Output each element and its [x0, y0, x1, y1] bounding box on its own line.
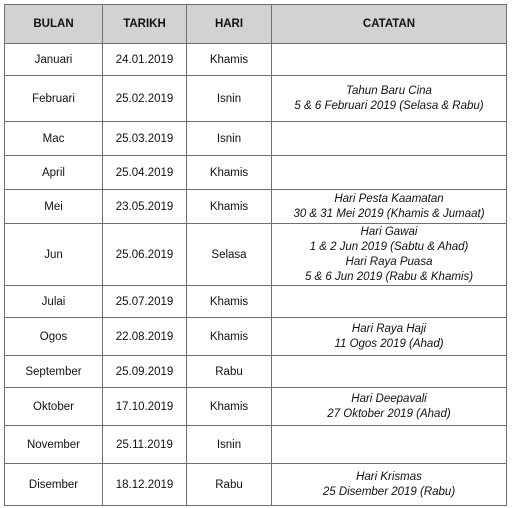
cell-hari: Isnin	[187, 76, 272, 122]
cell-tarikh: 22.08.2019	[103, 318, 187, 356]
cell-catatan	[272, 356, 507, 388]
cell-hari: Khamis	[187, 190, 272, 224]
catatan-line: 30 & 31 Mei 2019 (Khamis & Jumaat)	[293, 207, 485, 220]
cell-catatan	[272, 190, 507, 224]
catatan-line: Hari Krismas	[356, 470, 422, 483]
cell-tarikh: 25.11.2019	[103, 426, 187, 464]
cell-catatan	[272, 318, 507, 356]
cell-tarikh: 17.10.2019	[103, 388, 187, 426]
table-row	[5, 464, 507, 506]
catatan-line: Hari Deepavali	[351, 392, 427, 405]
cell-catatan	[272, 76, 507, 122]
catatan-line: 25 Disember 2019 (Rabu)	[322, 485, 456, 498]
table-row	[5, 224, 507, 286]
table-row	[5, 426, 507, 464]
table-row	[5, 190, 507, 224]
cell-bulan: Mei	[5, 190, 103, 224]
header-tarikh: TARIKH	[103, 5, 187, 44]
salary-schedule-table	[4, 4, 507, 506]
cell-tarikh: 18.12.2019	[103, 464, 187, 506]
cell-tarikh: 25.07.2019	[103, 286, 187, 318]
table-header	[5, 5, 507, 44]
cell-bulan: Disember	[5, 464, 103, 506]
table-row	[5, 318, 507, 356]
cell-catatan	[272, 224, 507, 286]
table-row	[5, 388, 507, 426]
cell-tarikh: 25.03.2019	[103, 122, 187, 156]
table-row	[5, 76, 507, 122]
header-catatan: CATATAN	[272, 5, 507, 44]
catatan-line: 5 & 6 Februari 2019 (Selasa & Rabu)	[294, 99, 484, 112]
cell-tarikh: 25.09.2019	[103, 356, 187, 388]
cell-hari: Rabu	[187, 356, 272, 388]
cell-tarikh: 25.02.2019	[103, 76, 187, 122]
cell-bulan: Oktober	[5, 388, 103, 426]
header-row	[5, 5, 507, 44]
cell-bulan: April	[5, 156, 103, 190]
table-row	[5, 356, 507, 388]
cell-bulan: Februari	[5, 76, 103, 122]
cell-tarikh: 25.04.2019	[103, 156, 187, 190]
cell-hari: Selasa	[187, 224, 272, 286]
cell-tarikh: 23.05.2019	[103, 190, 187, 224]
cell-tarikh: 24.01.2019	[103, 44, 187, 76]
table-row	[5, 122, 507, 156]
cell-catatan	[272, 464, 507, 506]
cell-catatan	[272, 426, 507, 464]
table-row	[5, 156, 507, 190]
catatan-line: Hari Raya Puasa	[345, 255, 433, 268]
cell-hari: Khamis	[187, 388, 272, 426]
header-hari: HARI	[187, 5, 272, 44]
cell-bulan: November	[5, 426, 103, 464]
catatan-line: Hari Raya Haji	[351, 322, 427, 335]
catatan-line: 11 Ogos 2019 (Ahad)	[334, 337, 444, 350]
table-body	[5, 44, 507, 506]
catatan-line: 1 & 2 Jun 2019 (Sabtu & Ahad)	[309, 240, 469, 253]
catatan-line: Hari Gawai	[360, 225, 418, 238]
table-row	[5, 286, 507, 318]
cell-tarikh: 25.06.2019	[103, 224, 187, 286]
catatan-line: Hari Pesta Kaamatan	[334, 192, 444, 205]
cell-hari: Rabu	[187, 464, 272, 506]
cell-catatan	[272, 388, 507, 426]
header-bulan: BULAN	[5, 5, 103, 44]
cell-hari: Isnin	[187, 426, 272, 464]
catatan-line: Tahun Baru Cina	[346, 84, 432, 97]
cell-catatan	[272, 44, 507, 76]
cell-catatan	[272, 122, 507, 156]
cell-hari: Khamis	[187, 44, 272, 76]
cell-bulan: Mac	[5, 122, 103, 156]
table-row	[5, 44, 507, 76]
cell-hari: Khamis	[187, 318, 272, 356]
cell-bulan: Ogos	[5, 318, 103, 356]
catatan-line: 27 Oktober 2019 (Ahad)	[327, 407, 451, 420]
cell-bulan: Julai	[5, 286, 103, 318]
cell-hari: Isnin	[187, 122, 272, 156]
cell-catatan	[272, 156, 507, 190]
cell-hari: Khamis	[187, 156, 272, 190]
cell-catatan	[272, 286, 507, 318]
cell-bulan: Januari	[5, 44, 103, 76]
cell-bulan: September	[5, 356, 103, 388]
cell-hari: Khamis	[187, 286, 272, 318]
cell-bulan: Jun	[5, 224, 103, 286]
catatan-line: 5 & 6 Jun 2019 (Rabu & Khamis)	[304, 270, 474, 283]
